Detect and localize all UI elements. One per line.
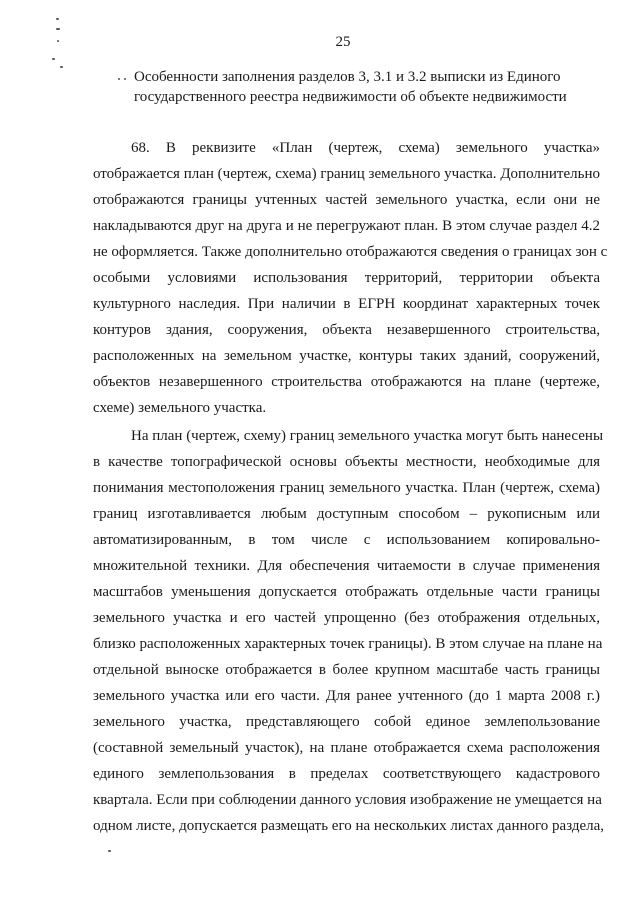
text-line: отображается план (чертеж, схема) границ земельного участка. Дополнительно — [93, 166, 600, 182]
text-line: земельного участка, представляющего собой единое землепользование — [93, 714, 600, 730]
text-line: схеме) земельного участка. — [93, 400, 267, 416]
scan-speck — [56, 18, 59, 20]
text-line: множительной техники. Для обеспечения читаемости в случае применения — [93, 558, 600, 574]
text-line: масштабов уменьшения допускается отображать отдельные части границы — [93, 584, 600, 600]
text-line: контуров здания, сооружения, объекта незавершенного строительства, — [93, 322, 600, 338]
text-line: (составной земельный участок), на плане отображается схема расположения — [93, 740, 600, 756]
text-line: объектов незавершенного строительства отображаются на плане (чертеже, — [93, 374, 600, 390]
scan-speck — [60, 66, 63, 68]
text-line: расположенных на земельном участке, контуры таких зданий, сооружений, — [93, 348, 600, 364]
text-line: 68. В реквизите «План (чертеж, схема) земельного участка» — [131, 140, 600, 156]
section-title-line: Особенности заполнения разделов 3, 3.1 и 3.2 выписки из Единого — [134, 69, 561, 85]
text-line: культурного наследия. При наличии в ЕГРН координат характерных точек — [93, 296, 600, 312]
text-line: земельного участка и его частей упрощенно (без отображения отдельных, — [93, 610, 600, 626]
text-line: границ изготавливается любым доступным способом – рукописным или — [93, 506, 600, 522]
scan-speck — [108, 850, 111, 852]
text-line: автоматизированным, в том числе с использованием копировально- — [93, 532, 600, 548]
text-line: одном листе, допускается размещать его на нескольких листах данного раздела, — [93, 818, 605, 834]
scan-speck — [56, 28, 60, 30]
text-line: близко расположенных характерных точек границы). В этом случае на плане на — [93, 636, 603, 652]
section-title-line: государственного реестра недвижимости об объекте недвижимости — [134, 89, 567, 105]
scan-speck — [118, 78, 120, 80]
text-line: земельного участка или его части. Для ранее учтенного (до 1 марта 2008 г.) — [93, 688, 600, 704]
text-line: накладываются друг на друга и не перегружают план. В этом случае раздел 4.2 — [93, 218, 600, 234]
text-line: квартала. Если при соблюдении данного условия изображение не умещается на — [93, 792, 602, 808]
page-number: 25 — [335, 34, 351, 50]
text-line: На план (чертеж, схему) границ земельного участка могут быть нанесены — [131, 428, 604, 444]
section-title — [134, 67, 567, 107]
text-line: понимания местоположения границ земельного участка. План (чертеж, схема) — [93, 480, 600, 496]
scan-speck — [52, 58, 55, 60]
text-line: в качестве топографической основы объекты местности, необходимые для — [93, 454, 600, 470]
scan-speck — [57, 40, 59, 42]
text-line: особыми условиями использования территорий, территории объекта — [93, 270, 600, 286]
scan-speck — [124, 78, 126, 80]
text-line: единого землепользования в пределах соответствующего кадастрового — [93, 766, 600, 782]
text-line: не оформляется. Также дополнительно отображаются сведения о границах зон с — [93, 244, 608, 260]
text-line: отображаются границы учтенных частей земельного участка, если они не — [93, 192, 600, 208]
text-line: отдельной выноске отображается в более крупном масштабе часть границы — [93, 662, 600, 678]
